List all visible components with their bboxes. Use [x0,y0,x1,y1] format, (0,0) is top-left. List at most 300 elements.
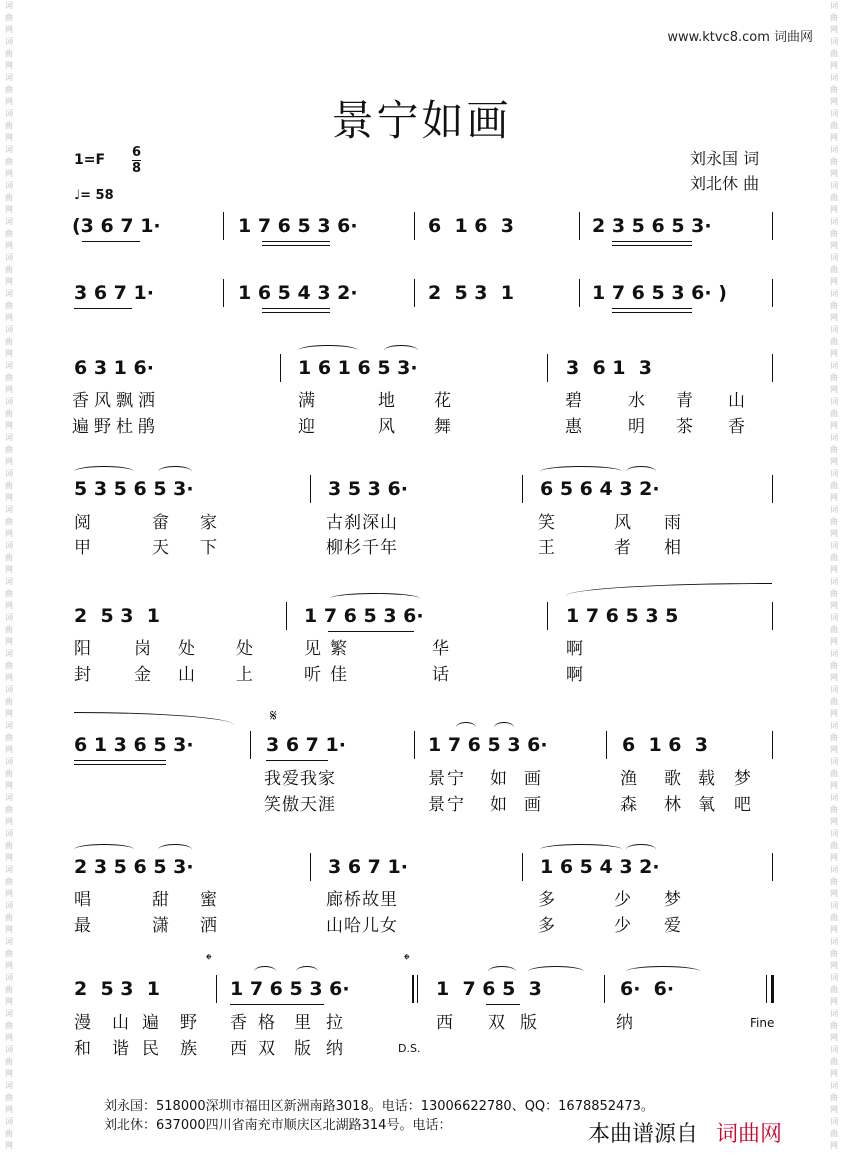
lyric: 景宁 [428,795,466,815]
lyric: 森 [620,795,637,815]
watermark-char: 曲 [830,697,838,706]
watermark-char: 网 [5,601,13,610]
lyric: 明 [628,417,645,437]
watermark-char: 曲 [5,193,13,202]
slur [626,844,656,855]
watermark-char: 网 [5,781,13,790]
watermark-char: 网 [5,853,13,862]
lyric: 古刹深山 [326,513,398,533]
lyric: 野 [180,1013,197,1033]
watermark-char: 网 [5,637,13,646]
watermark-char: 曲 [830,121,838,130]
watermark-char: 曲 [5,553,13,562]
lyric: 笑 [538,513,555,533]
watermark-char: 网 [5,673,13,682]
watermark-char: 词 [5,361,13,370]
measure: 2 3 5 6 5 3· [74,856,194,878]
beam [266,760,328,761]
watermark-char: 词 [830,973,838,982]
slur [456,722,476,733]
beam [262,245,330,246]
watermark-char: 网 [830,313,838,322]
measure: (3 6 7 1· [72,215,161,237]
watermark-char: 词 [5,109,13,118]
segno-icon: 𝄋 [270,706,277,725]
lyric: 繁 [330,639,347,659]
watermark-char: 网 [5,529,13,538]
watermark-char: 曲 [5,229,13,238]
barline [604,975,605,1003]
lyric: 纳 [326,1039,343,1059]
score-row-5 [0,605,843,645]
tempo-mark: ♩= 58 [74,188,114,203]
watermark-char: 词 [830,541,838,550]
barline [772,212,773,240]
watermark-char: 词 [830,1117,838,1126]
watermark-char: 曲 [830,1093,838,1102]
watermark-char: 词 [830,109,838,118]
lyric: 风 [614,513,631,533]
lyric: 话 [432,665,449,685]
ds-mark: D.S. [398,1042,421,1055]
composer: 刘北休 曲 [690,174,760,193]
watermark-char: 网 [5,925,13,934]
watermark-char: 词 [830,901,838,910]
barline [772,279,773,307]
watermark-char: 曲 [830,85,838,94]
slur [384,345,418,356]
watermark-char: 曲 [5,337,13,346]
lyric: 里 [294,1013,311,1033]
lyric: 阳 [74,639,91,659]
score-row-2 [0,282,843,322]
watermark-char: 曲 [830,481,838,490]
lyric: 蜜 [200,890,217,910]
watermark-char: 网 [830,25,838,34]
watermark-char: 词 [830,217,838,226]
slur [296,966,318,977]
watermark-char: 网 [5,493,13,502]
watermark-char: 曲 [830,913,838,922]
watermark-char: 词 [830,1045,838,1054]
lyric: 花 [434,391,451,411]
watermark-char: 词 [5,37,13,46]
lyric: 纳 [616,1013,633,1033]
lyric: 风 [378,417,395,437]
watermark-char: 网 [5,349,13,358]
watermark-char: 网 [830,1033,838,1042]
watermark-char: 词 [830,1009,838,1018]
lyric: 舞 [434,417,451,437]
lyric: 拉 [326,1013,343,1033]
beam [612,308,692,309]
watermark-char: 词 [830,73,838,82]
final-barline [766,975,767,1003]
watermark-char: 曲 [5,1057,13,1066]
watermark-char: 网 [5,889,13,898]
lyric: 啊 [566,665,583,685]
watermark-char: 曲 [830,49,838,58]
key-signature: 1=F [74,152,106,168]
watermark-char: 词 [5,145,13,154]
watermark-char: 网 [830,241,838,250]
song-title: 景宁如画 [331,96,512,145]
watermark-char: 网 [830,889,838,898]
measure: 1 6 5 4 3 2· [238,282,358,304]
watermark-char: 曲 [5,265,13,274]
barline [579,279,580,307]
lyric: 惠 [565,417,582,437]
watermark-char: 词 [830,865,838,874]
barline [414,212,415,240]
slur [626,466,656,477]
watermark-char: 曲 [830,445,838,454]
watermark-char: 曲 [830,13,838,22]
barline [414,279,415,307]
beam [82,241,140,242]
watermark-char: 曲 [5,481,13,490]
slur [528,966,584,977]
watermark-char: 网 [830,961,838,970]
tie [566,583,772,596]
watermark-char: 网 [830,61,838,70]
watermark-char: 曲 [5,841,13,850]
watermark-char: 网 [830,493,838,502]
watermark-char: 曲 [830,373,838,382]
score-row-4 [0,478,843,518]
lyric: 西 [230,1039,247,1059]
watermark-char: 曲 [5,157,13,166]
lyric: 漫 [74,1013,91,1033]
watermark-char: 网 [830,673,838,682]
watermark-char: 曲 [830,1057,838,1066]
lyric: 处 [236,639,253,659]
watermark-char: 网 [5,421,13,430]
watermark-char: 曲 [830,589,838,598]
measure: 3 6 7 1· [266,734,346,756]
lyric: 满 [298,391,315,411]
watermark-char: 曲 [5,1129,13,1138]
measure: 6 1 6 3 [428,215,514,237]
watermark-char: 曲 [830,841,838,850]
watermark-char: 词 [830,649,838,658]
source-site-link[interactable]: 词曲网 [716,1122,783,1147]
measure: 6· 6· [620,978,675,1000]
watermark-char: 网 [5,997,13,1006]
watermark-char: 词 [830,505,838,514]
watermark-char: 曲 [830,877,838,886]
watermark-char: 词 [830,721,838,730]
lyric: 遍野杜鹃 [72,417,160,437]
watermark-char: 网 [830,997,838,1006]
barline [310,475,311,503]
lyric: 梦 [734,769,751,789]
watermark-char: 网 [5,205,13,214]
watermark-char: 曲 [830,625,838,634]
lyric: 歌 [664,769,681,789]
watermark-char: 网 [5,1069,13,1078]
watermark-char: 词 [5,685,13,694]
watermark-char: 网 [830,1141,838,1150]
lyric: 听 [304,665,321,685]
slur [158,844,192,855]
credits [690,146,759,196]
watermark-char: 曲 [5,409,13,418]
lyric: 林 [664,795,681,815]
watermark-char: 词 [830,253,838,262]
watermark-char: 曲 [5,625,13,634]
lyric: 山 [178,665,195,685]
lyric: 茶 [676,417,693,437]
watermark-char: 网 [830,97,838,106]
watermark-char: 网 [830,349,838,358]
lyric: 格 [258,1013,275,1033]
lyric: 山 [728,391,745,411]
lyric: 雨 [664,513,681,533]
watermark-char: 网 [830,457,838,466]
final-barline [771,975,774,1003]
watermark-char: 词 [5,325,13,334]
lyric: 双 [488,1013,505,1033]
site-url[interactable]: www.ktvc8.com 词曲网 [667,30,813,45]
watermark-char: 词 [5,1,13,10]
slur [330,593,420,604]
watermark-char: 词 [830,829,838,838]
watermark-char: 词 [830,937,838,946]
watermark-char: 网 [5,961,13,970]
watermark-char: 网 [5,817,13,826]
watermark-char: 词 [5,433,13,442]
measure: 1 6 1 6 5 3· [298,357,418,379]
score-row-6 [0,734,843,774]
lyric: 见 [304,639,321,659]
lyric: 香 [728,417,745,437]
barline [547,354,548,382]
lyric: 金 [134,665,151,685]
watermark-char: 网 [5,133,13,142]
watermark-char: 网 [830,133,838,142]
lyric: 甲 [74,538,91,558]
measure: 6 5 6 4 3 2· [540,478,660,500]
watermark-char: 曲 [5,985,13,994]
watermark-char: 词 [5,829,13,838]
lyric: 廊桥故里 [326,890,398,910]
score-row-7 [0,856,843,896]
lyric: 画 [524,795,541,815]
watermark-char: 词 [5,1081,13,1090]
lyric: 上 [236,665,253,685]
measure: 6 1 3 6 5 3· [74,734,194,756]
watermark-char: 曲 [830,301,838,310]
watermark-char: 网 [5,313,13,322]
watermark-char: 网 [5,1141,13,1150]
barline [286,602,287,630]
watermark-char: 网 [830,853,838,862]
contact-lyricist: 刘永国：518000深圳市福田区新洲南路3018。电话：13006622780、QQ：1678852473。 [104,1099,654,1114]
beam [74,764,166,765]
measure: 1 7 6 5 3 6· [428,734,548,756]
measure: 1 7 6 5 3 [436,978,542,1000]
lyric: 笑傲天涯 [264,795,336,815]
watermark-char: 曲 [5,805,13,814]
watermark-char: 词 [5,757,13,766]
watermark-char: 网 [830,1105,838,1114]
barline [280,354,281,382]
watermark-char: 曲 [830,517,838,526]
beam [612,312,692,313]
watermark-char: 词 [830,361,838,370]
lyric: 畲 [152,513,169,533]
watermark-char: 曲 [5,769,13,778]
watermark-char: 词 [830,793,838,802]
watermark-char: 词 [830,757,838,766]
watermark-char: 网 [830,1069,838,1078]
lyric: 迎 [298,417,315,437]
watermark-char: 网 [5,169,13,178]
lyric: 和 [74,1039,91,1059]
watermark-char: 曲 [830,229,838,238]
watermark-char: 网 [830,205,838,214]
measure: 3 6 1 3 [566,357,652,379]
source-label: 本曲谱源自 [588,1122,699,1147]
watermark-char: 网 [830,817,838,826]
watermark-char: 词 [830,577,838,586]
lyric: 载 [698,769,715,789]
watermark-char: 曲 [830,1129,838,1138]
watermark-char: 词 [830,37,838,46]
beam [612,245,692,246]
beam [262,308,330,309]
watermark-char: 词 [5,937,13,946]
watermark-char: 词 [5,1117,13,1126]
watermark-char: 曲 [5,49,13,58]
watermark-char: 网 [830,421,838,430]
barline [522,853,523,881]
watermark-char: 词 [5,541,13,550]
barline [250,731,251,759]
lyric: 双 [258,1039,275,1059]
lyric: 氧 [698,795,715,815]
watermark-char: 词 [830,181,838,190]
slur [254,966,276,977]
lyric: 版 [294,1039,311,1059]
measure: 2 5 3 1 [74,605,160,627]
watermark-char: 网 [5,457,13,466]
barline [772,475,773,503]
watermark-char: 网 [830,709,838,718]
watermark-char: 词 [830,1,838,10]
watermark-char: 曲 [5,913,13,922]
watermark-char: 网 [5,745,13,754]
barline [522,475,523,503]
measure: 1 7 6 5 3 6· ) [592,282,727,304]
barline [223,279,224,307]
lyric: 唱 [74,890,91,910]
watermark-char: 网 [830,277,838,286]
beam [328,631,414,632]
time-bottom: 8 [132,161,142,176]
lyric: 处 [178,639,195,659]
watermark-char: 词 [5,253,13,262]
watermark-char: 词 [830,145,838,154]
watermark-char: 词 [830,433,838,442]
watermark-char: 网 [5,61,13,70]
lyricist: 刘永国 词 [690,149,760,168]
lyric: 梦 [664,890,681,910]
lyric: 画 [524,769,541,789]
lyric: 山 [112,1013,129,1033]
lyric: 香 [230,1013,247,1033]
lyric: 西 [436,1013,453,1033]
watermark-char: 曲 [830,265,838,274]
watermark-char: 词 [5,721,13,730]
lyric: 族 [180,1039,197,1059]
lyric: 青 [676,391,693,411]
measure: 1 6 5 4 3 2· [540,856,660,878]
watermark-char: 网 [5,241,13,250]
watermark-char: 词 [5,865,13,874]
watermark-char: 词 [5,505,13,514]
measure: 3 6 7 1· [328,856,408,878]
lyric: 家 [200,513,217,533]
lyric: 景宁 [428,769,466,789]
tie [74,712,234,725]
lyric: 民 [142,1039,159,1059]
watermark-char: 网 [5,565,13,574]
watermark-char: 词 [830,685,838,694]
watermark-char: 曲 [5,877,13,886]
lyric: 啊 [566,639,583,659]
slur [488,966,516,977]
beam [230,1004,324,1005]
watermark-char: 词 [5,901,13,910]
watermark-char: 网 [5,385,13,394]
watermark-char: 网 [830,601,838,610]
fine-mark: Fine [750,1016,775,1030]
lyric: 爱 [664,916,681,936]
watermark-char: 词 [5,577,13,586]
watermark-char: 词 [830,613,838,622]
watermark-char: 词 [5,217,13,226]
measure: 2 3 5 6 5 3· [592,215,712,237]
watermark-char: 网 [5,1105,13,1114]
lyric: 甜 [152,890,169,910]
measure: 1 7 6 5 3 6· [238,215,358,237]
watermark-char: 曲 [5,1093,13,1102]
lyric: 潇 [152,916,169,936]
barline [579,212,580,240]
barline [414,731,415,759]
watermark-char: 曲 [830,769,838,778]
watermark-char: 曲 [830,1021,838,1030]
repeat-barline [417,975,418,1003]
beam [74,760,166,761]
watermark-char: 词 [5,181,13,190]
lyric: 山哈儿女 [326,916,398,936]
watermark-char: 曲 [5,445,13,454]
watermark-char: 曲 [5,1021,13,1030]
lyric: 我爱我家 [264,769,336,789]
lyric: 封 [74,665,91,685]
lyric: 最 [74,916,91,936]
barline [772,853,773,881]
lyric: 洒 [200,916,217,936]
lyric: 相 [664,538,681,558]
barline [216,975,217,1003]
lyric: 天 [152,538,169,558]
measure: 5 3 5 6 5 3· [74,478,194,500]
watermark-char: 词 [5,793,13,802]
